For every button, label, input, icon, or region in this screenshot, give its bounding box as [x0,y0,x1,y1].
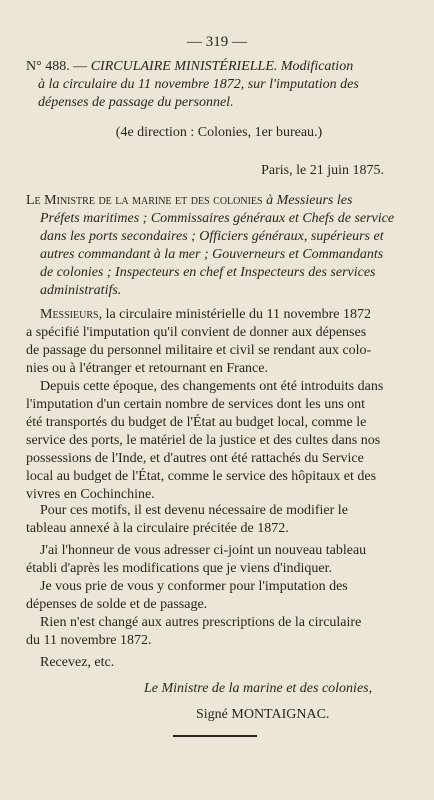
paragraph-5 [26,578,412,614]
p2-line-6: local au budget de l'État, comme le service des hôpitaux et des [26,469,377,484]
address-recipients-start: à Messieurs les [262,193,353,208]
address-minister: Le Ministre de la marine et des colonies [26,193,263,208]
circular-title: CIRCULAIRE MINISTÉRIELLE. [90,59,278,74]
p2-line-4: service des ports, le matériel de la justice et des cultes dans nos [26,433,381,448]
p4-line-2: établi d'après les modifications que je viens d'indiquer. [26,561,332,576]
address-line-4: autres commandant à la mer ; Gouverneurs et Commandants [40,247,384,262]
paragraph-1 [26,306,412,378]
address-line-5: de colonies ; Inspecteurs en chef et Inspecteurs des services [40,265,376,280]
paragraph-4 [26,542,412,578]
address-line-1 [26,192,412,210]
heading-subject-start: Modification [277,59,354,74]
p1-line-2: a spécifié l'imputation qu'il convient de donner aux dépenses [26,325,367,340]
circular-number: N° 488. [26,59,70,74]
heading-line-1 [26,58,412,76]
direction-line: (4e direction : Colonies, 1er bureau.) [115,125,323,140]
p1-line-4: nies ou à l'étranger et retournant en France. [26,361,268,376]
p6-line-2: du 11 novembre 1872. [26,633,152,648]
p2-line-3: été transportés du budget de l'État au budget local, comme le [26,415,367,430]
p1-line-1 [26,306,412,324]
paragraph-7 [26,654,412,672]
p5-line-1: Je vous prie de vous y conformer pour l'imputation des [40,579,348,594]
signature-line [196,706,396,724]
paragraph-6 [26,614,412,650]
p2-line-5: possessions de l'Inde, et d'autres ont été rattachés du Service [26,451,364,466]
p3-line-1: Pour ces motifs, il est devenu nécessaire de modifier le [40,503,348,518]
salutation: Messieurs, [40,307,103,322]
p2-line-1: Depuis cette époque, des changements ont été introduits dans [40,379,384,394]
p7-line-1: Recevez, etc. [40,655,115,670]
heading-dash: — [69,59,91,74]
p2-line-7: vivres en Cochinchine. [26,487,155,502]
address-block [26,192,412,300]
p4-line-1: J'ai l'honneur de vous adresser ci-joint un nouveau tableau [40,543,367,558]
place-date: Paris, le 21 juin 1875. [261,163,384,178]
closing-rule [173,735,257,737]
address-line-2: Préfets maritimes ; Commissaires généraux et Chefs de service [40,211,395,226]
p3-line-2: tableau annexé à la circulaire précitée de 1872. [26,521,289,536]
signature-title: Le Ministre de la marine et des colonies, [144,681,373,696]
p6-line-1: Rien n'est changé aux autres prescriptions de la circulaire [40,615,362,630]
heading-line-2: à la circulaire du 11 novembre 1872, sur l'imputation des [38,77,359,92]
paragraph-3 [26,502,412,538]
heading-line-3: dépenses de passage du personnel. [38,95,234,110]
signed-prefix: Signé [196,707,228,722]
address-line-6: administratifs. [40,283,122,298]
page-number: — 319 — [187,34,247,50]
paragraph-2 [26,378,412,504]
signed-name: MONTAIGNAC. [231,707,330,722]
address-line-3: dans les ports secondaires ; Officiers généraux, supérieurs et [40,229,384,244]
p1-line-3: de passage du personnel militaire et civil se rendant aux colo- [26,343,372,358]
circular-heading [26,58,412,112]
p1-line-1-rest: la circulaire ministérielle du 11 novembre 1872 [102,307,371,322]
p2-line-2: l'imputation d'un certain nombre de services dont les uns ont [26,397,366,412]
p5-line-2: dépenses de solde et de passage. [26,597,208,612]
